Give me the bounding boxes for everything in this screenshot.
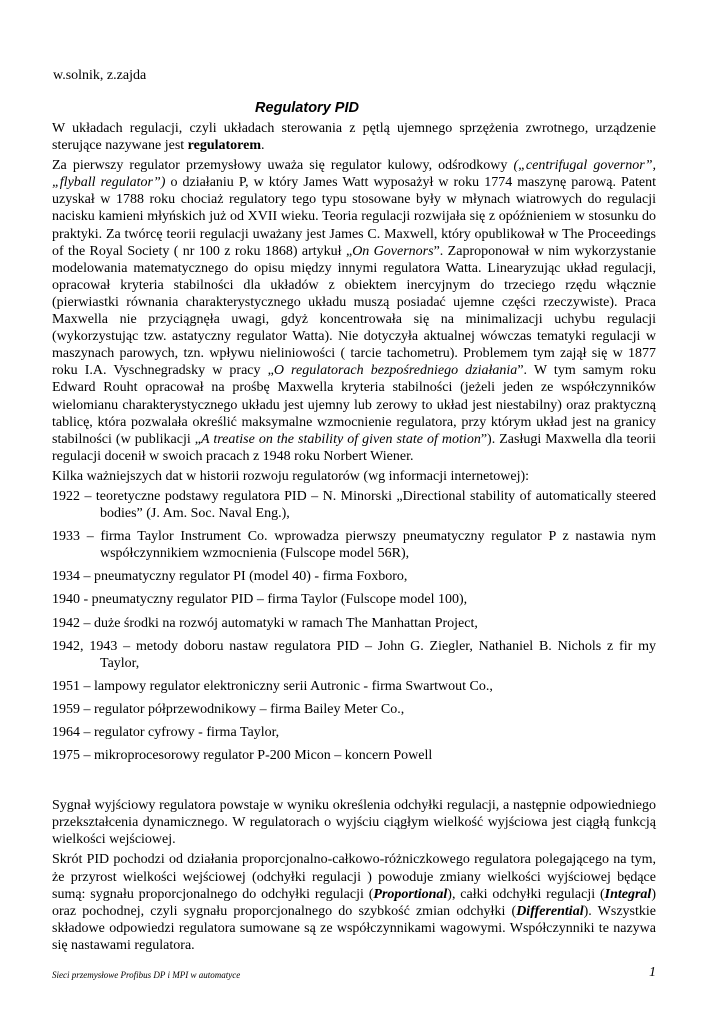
text-run: W układach regulacji, czyli układach sterowania z pętlą ujemnego sprzężenia zwrotnego, urządzenie sterujące nazywane jest (52, 121, 656, 154)
text-run: Skrót PID pochodzi od działania proporcjonalno-całkowo-różniczkowego regulatora polegającego na tym, że przyrost wielkości wejściowej (odchyłki regulacji ) powoduje zmiany wielkości wyjściowej będące sumą: sygnału proporcjonalnego do odchyłki regulacji ( (52, 852, 656, 902)
italic-term: On Governors (352, 243, 434, 259)
timeline-item: 1934 – pneumatyczny regulator PI (model 40) - firma Foxboro, (52, 569, 408, 585)
text-run: ), całki odchyłki regulacji ( (447, 886, 605, 902)
intro-paragraph-1 (52, 120, 656, 154)
text-run: ”. Zaproponował w nim wykorzystanie modelowania matematycznego do opisu między innymi regulatora Watta. Linearyzując układ regulacji, opracował kryteria stabilności dla układów z obiektem inercyjnym do trzeciego rzędu włącznie (pierwiastki równania charakterystycznego układu muszą posiadać ujemne części rzeczywiste). Praca Maxwella nie przyciągnęła uwagi, gdyż koncentrowała się na minimalizacji uchybu regulacji (wykorzystując tzw. astatyczny regulator Watta). Nie dotyczyła aktualnej wówczas tematyki regulacji w maszynach parowych, tzn. wpływu nieliniowości ( tarcie tachometru). Problemem tym zajął się w 1877 roku I.A. Vyschnegradsky w pracy „ (52, 243, 657, 379)
footer-title: Sieci przemysłowe Profibus DP i MPI w automatyce (52, 970, 241, 980)
body-text (52, 120, 656, 957)
text-run: . (261, 138, 265, 154)
text-run: ) oraz pochodnej, czyli sygnału proporcjonalnego do szybkość zmian odchyłki ( (52, 886, 656, 919)
timeline-item: 1964 – regulator cyfrowy - firma Taylor, (52, 725, 280, 740)
italic-term: O regulatorach bezpośredniego działania (273, 363, 518, 379)
text-run: o działaniu P, w który James Watt wyposażył w roku 1774 maszynę parową. Patent uzyskał w 1788 roku chociaż regulatory tego typu stosowane były w młynach wiatrowych do regulacji nacisku kamieni młyńskich już od XVII wieku. Teoria regulacji rozwijała się z opóźnieniem w stosunku do praktyki. Za twórcę teorii regulacji uważany jest James C. Maxwell, który opublikował w The Proceedings of the Royal Society ( nr 100 z roku 1868) artykuł „ (52, 175, 656, 259)
timeline-item: 1959 – regulator półprzewodnikowy – firma Bailey Meter Co., (52, 701, 405, 717)
term-proportional: Proportional (373, 886, 448, 902)
intro-paragraph-2 (52, 157, 656, 465)
timeline-item: 1951 – lampowy regulator elektroniczny serii Autronic - firma Swartwout Co., (52, 678, 493, 694)
page-number: 1 (649, 965, 656, 980)
text-run: Za pierwszy regulator przemysłowy uważa się regulator kulowy, odśrodkowy (52, 158, 514, 174)
term-differential: Differential (516, 903, 584, 919)
history-timeline (52, 488, 656, 764)
timeline-item: 1942, 1943 – metody doboru nastaw regulatora PID – John G. Ziegler, Nathaniel B. Nichols z fir my Taylor, (52, 638, 656, 671)
authors-line: w.solnik, z.zajda (53, 68, 147, 83)
intro-paragraph-3: Kilka ważniejszych dat w historii rozwoju regulatorów (wg informacji internetowej): (52, 468, 530, 484)
closing-paragraph-2 (52, 851, 656, 954)
text-run: ”). Zasługi Maxwella dla teorii regulacji docenił w swoich pracach z 1948 roku Norbert Wiener. (52, 431, 657, 464)
timeline-item: 1933 – firma Taylor Instrument Co. wprowadza pierwszy pneumatyczny regulator P z nastawia nym współczynnikiem wzmocnienia (Fulscope model 56R), (52, 529, 656, 562)
timeline-item: 1922 – teoretyczne podstawy regulatora PID – N. Minorski „Directional stability of automatically steered bodies” (J. Am. Soc. Naval Eng.), (52, 488, 656, 522)
italic-term: („centrifugal governor”, „flyball regulator”) (52, 158, 656, 191)
page-footer (52, 963, 656, 981)
timeline-item: 1942 – duże środki na rozwój automatyki w ramach The Manhattan Project, (52, 615, 478, 631)
text-run: ”. W tym samym roku Edward Rouht opracował na prośbę Maxwella kryteria stabilności (jeżeli jeden ze współczynników wielomianu charakterystycznego układu jest ujemny lub zerowy to układ jest niestabilny) oraz praktyczną tablicę, która pozwalała określić maksymalne wzmocnienie regulatora, przy którym układ jest na granicy stabilności (w publikacji „ (52, 363, 657, 447)
bold-term-regulator: regulatorem (187, 138, 262, 154)
section-spacer (52, 770, 656, 797)
timeline-item: 1975 – mikroprocesorowy regulator P-200 Micon – koncern Powell (52, 748, 433, 764)
italic-term: A treatise on the stability of given state of motion (201, 431, 481, 447)
closing-paragraph-1: Sygnał wyjściowy regulatora powstaje w wyniku określenia odchyłki regulacji, a następnie odpowiedniego przekształcenia dynamicznego. W regulatorach o wyjściu ciągłym wielkość wyjściowa jest ciągłą funkcją wielkości wejściowej. (52, 798, 656, 848)
term-integral: Integral (604, 886, 652, 902)
page-title: Regulatory PID (255, 100, 359, 116)
text-run: ). Wszystkie składowe odpowiedzi regulatora sumowane są ze współczynnikami wagowymi. Współczynniki te nazywa się nastawami regulatora. (52, 903, 656, 953)
timeline-item: 1940 - pneumatyczny regulator PID – firma Taylor (Fulscope model 100), (52, 592, 468, 608)
